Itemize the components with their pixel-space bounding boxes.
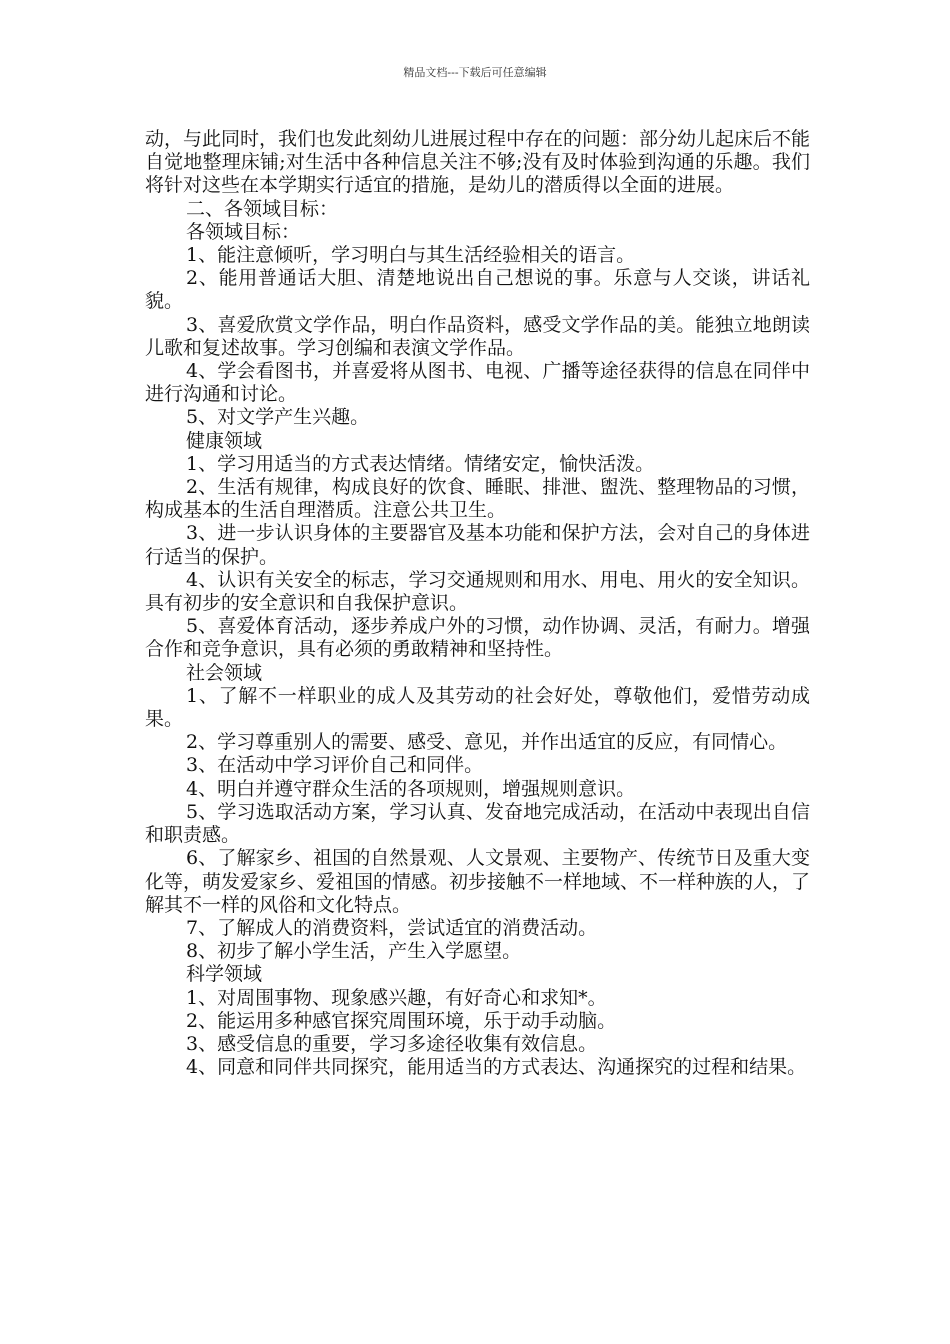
list-item: 6、了解家乡、祖国的自然景观、人文景观、主要物产、传统节日及重大变化等，萌发爱家乡、爱祖国的情感。初步接触不一样地域、不一样种族的人，了解其不一样的风俗和文化特点。 bbox=[145, 847, 811, 916]
list-item: 4、学会看图书，并喜爱将从图书、电视、广播等途径获得的信息在同伴中进行沟通和讨论。 bbox=[145, 360, 810, 406]
list-item: 7、了解成人的消费资料，尝试适宜的消费活动。 bbox=[186, 916, 598, 939]
list-item: 2、生活有规律，构成良好的饮食、睡眠、排泄、盥洗、整理物品的习惯，构成基本的生活自理潜质。注意公共卫生。 bbox=[145, 476, 810, 522]
list-item: 5、对文学产生兴趣。 bbox=[186, 406, 370, 429]
list-item: 1、对周围事物、现象感兴趣，有好奇心和求知*。 bbox=[186, 986, 607, 1009]
page-header: 精品文档---下载后可任意编辑 bbox=[403, 66, 547, 79]
list-item: 3、感受信息的重要，学习多途径收集有效信息。 bbox=[186, 1032, 598, 1055]
subsection-heading: 社会领域 bbox=[186, 661, 263, 684]
list-item: 5、学习选取活动方案，学习认真、发奋地完成活动，在活动中表现出自信和职责感。 bbox=[145, 800, 810, 847]
list-item: 4、同意和同伴共同探究，能用适当的方式表达、沟通探究的过程和结果。 bbox=[186, 1056, 807, 1079]
paragraph: 动，与此同时，我们也发此刻幼儿进展过程中存在的问题：部分幼儿起床后不能自觉地整理床铺;对生活中各种信息关注不够;没有及时体验到沟通的乐趣。我们将针对这些在本学期实行适宜的措施，是幼儿的潜质得以全面的进展。 bbox=[145, 128, 811, 197]
subsection-heading: 各领域目标： bbox=[186, 220, 301, 243]
list-item: 3、进一步认识身体的主要器官及基本功能和保护方法，会对自己的身体进行适当的保护。 bbox=[145, 522, 810, 568]
list-item: 1、能注意倾听，学习明白与其生活经验相关的语言。 bbox=[186, 244, 636, 267]
list-item: 1、学习用适当的方式表达情绪。情绪安定，愉快活泼。 bbox=[186, 452, 655, 475]
list-item: 2、能用普通话大胆、清楚地说出自己想说的事。乐意与人交谈，讲话礼貌。 bbox=[145, 267, 810, 313]
document-body bbox=[145, 128, 810, 1079]
list-item: 4、认识有关安全的标志，学习交通规则和用水、用电、用火的安全知识。具有初步的安全意识和自我保护意识。 bbox=[145, 568, 810, 615]
list-item: 3、喜爱欣赏文学作品，明白作品资料，感受文学作品的美。能独立地朗读儿歌和复述故事。学习创编和表演文学作品。 bbox=[145, 313, 810, 359]
subsection-heading: 健康领域 bbox=[186, 429, 263, 452]
list-item: 4、明白并遵守群众生活的各项规则，增强规则意识。 bbox=[186, 777, 636, 800]
list-item: 3、在活动中学习评价自己和同伴。 bbox=[186, 754, 484, 777]
list-item: 5、喜爱体育活动，逐步养成户外的习惯，动作协调、灵活，有耐力。增强合作和竞争意识，具有必须的勇敢精神和坚持性。 bbox=[145, 615, 810, 661]
list-item: 1、了解不一样职业的成人及其劳动的社会好处，尊敬他们，爱惜劳动成果。 bbox=[145, 684, 810, 731]
list-item: 2、学习尊重别人的需要、感受、意见，并作出适宜的反应，有同情心。 bbox=[186, 731, 788, 754]
subsection-heading: 科学领域 bbox=[186, 963, 263, 986]
section-heading: 二、各领域目标： bbox=[186, 197, 339, 220]
list-item: 2、能运用多种感官探究周围环境，乐于动手动脑。 bbox=[186, 1009, 617, 1032]
list-item: 8、初步了解小学生活，产生入学愿望。 bbox=[186, 940, 522, 963]
